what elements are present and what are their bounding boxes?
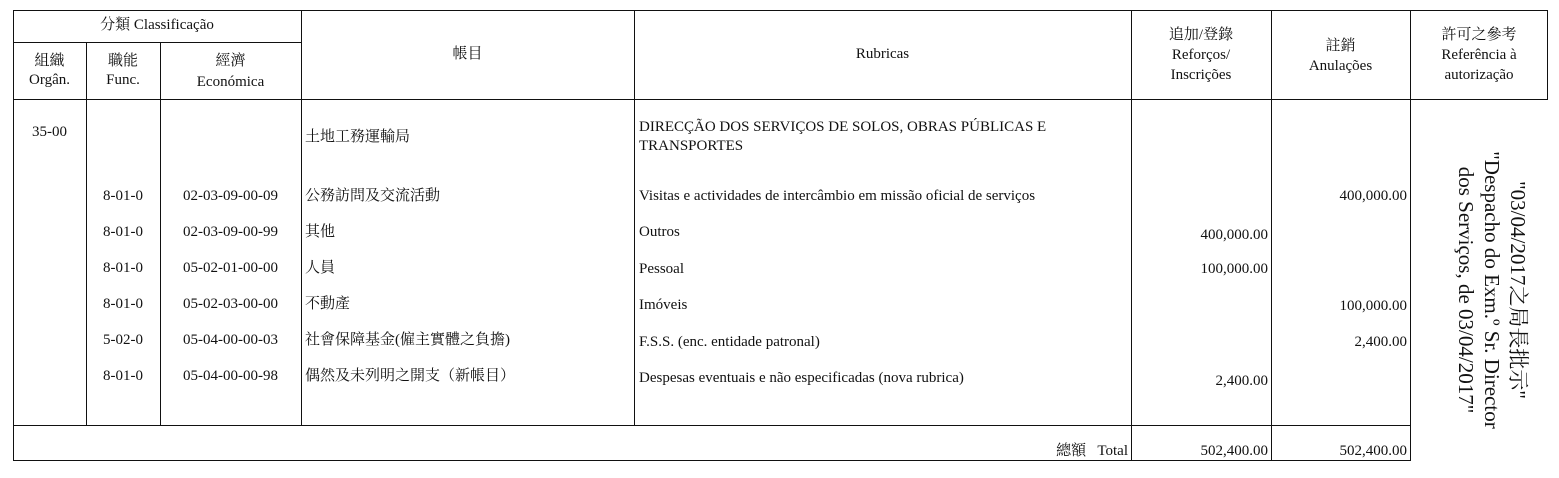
total-cancel: 502,400.00 bbox=[1339, 443, 1407, 459]
col-line-account bbox=[634, 10, 635, 426]
reinforce-amount: 2,400.00 bbox=[1215, 373, 1268, 389]
account-zh: 人員 bbox=[305, 260, 336, 276]
account-zh: 社會保障基金(僱主實體之負擔) bbox=[305, 332, 510, 348]
func-header-pt: Func. bbox=[106, 72, 140, 88]
agency-name-zh: 土地工務運輸局 bbox=[305, 129, 411, 145]
agency-name-pt-line2: TRANSPORTES bbox=[639, 138, 744, 154]
authorization-line3: dos Serviços, de 03/04/2017" bbox=[1454, 166, 1478, 414]
authorization-line2: "Despacho do Exm.º Sr. Director bbox=[1480, 151, 1504, 429]
econ-code: 05-04-00-00-98 bbox=[183, 368, 278, 384]
header-bottom-rule bbox=[13, 99, 1548, 100]
func-code: 8-01-0 bbox=[103, 224, 143, 240]
econ-code: 05-02-01-00-00 bbox=[183, 260, 278, 276]
reinforce-header-pt1: Reforços/ bbox=[1171, 47, 1231, 63]
econ-code: 05-02-03-00-00 bbox=[183, 296, 278, 312]
account-zh: 公務訪問及交流活動 bbox=[305, 188, 441, 204]
authorization-reference bbox=[1442, 130, 1542, 450]
func-code: 8-01-0 bbox=[103, 188, 143, 204]
authorization-line1: "03/04/2017之局長批示" bbox=[1506, 181, 1530, 399]
cancel-amount: 2,400.00 bbox=[1354, 334, 1407, 350]
cancel-header-zh: 註銷 bbox=[1325, 38, 1356, 54]
account-zh: 不動產 bbox=[305, 296, 351, 312]
total-top-rule bbox=[13, 425, 1410, 426]
rubrica-pt: F.S.S. (enc. entidade patronal) bbox=[639, 334, 820, 350]
auth-header-pt2: autorização bbox=[1444, 67, 1514, 83]
total-label-pt: Total bbox=[1097, 443, 1128, 459]
rubrica-pt: Despesas eventuais e não especificadas (nova rubrica) bbox=[639, 370, 964, 386]
classification-header: 分類 Classificação bbox=[100, 17, 214, 33]
col-line-econ bbox=[301, 10, 302, 426]
rubrica-pt: Outros bbox=[639, 224, 680, 240]
total-label-zh: 總額 bbox=[1056, 443, 1087, 459]
func-code: 8-01-0 bbox=[103, 296, 143, 312]
col-line-reinforce bbox=[1271, 10, 1272, 461]
func-code: 5-02-0 bbox=[103, 332, 143, 348]
classification-divider bbox=[13, 42, 301, 43]
auth-header-pt1: Referência à bbox=[1441, 47, 1517, 63]
cancel-amount: 400,000.00 bbox=[1339, 188, 1407, 204]
table-border-bottom bbox=[13, 460, 1410, 461]
total-label bbox=[634, 442, 1128, 460]
rubrica-pt: Pessoal bbox=[639, 261, 684, 277]
organ-header-zh: 組織 bbox=[34, 53, 65, 69]
reinforce-amount: 100,000.00 bbox=[1200, 261, 1268, 277]
agency-name-pt-line1: DIRECÇÃO DOS SERVIÇOS DE SOLOS, OBRAS PÚBLICAS E bbox=[639, 119, 1047, 135]
econ-header-pt: Económica bbox=[196, 74, 265, 90]
organ-code: 35-00 bbox=[32, 124, 67, 140]
reinforce-header-zh: 追加/登錄 bbox=[1168, 27, 1234, 43]
rubricas-header: Rubricas bbox=[855, 46, 910, 62]
rubrica-pt: Imóveis bbox=[639, 297, 688, 313]
account-zh: 其他 bbox=[305, 224, 336, 240]
rubrica-pt: Visitas e actividades de intercâmbio em missão oficial de serviços bbox=[639, 188, 1036, 204]
account-zh: 偶然及未列明之開支（新帳目） bbox=[305, 368, 516, 384]
auth-header-zh: 許可之參考 bbox=[1441, 27, 1517, 43]
account-header: 帳目 bbox=[452, 46, 483, 62]
table-border-top bbox=[13, 10, 1548, 11]
econ-code: 05-04-00-00-03 bbox=[183, 332, 278, 348]
func-code: 8-01-0 bbox=[103, 260, 143, 276]
reinforce-amount: 400,000.00 bbox=[1200, 227, 1268, 243]
cancel-amount: 100,000.00 bbox=[1339, 298, 1407, 314]
func-header-zh: 職能 bbox=[107, 53, 138, 69]
econ-code: 02-03-09-00-09 bbox=[183, 188, 278, 204]
total-reinforce: 502,400.00 bbox=[1200, 443, 1268, 459]
organ-header-pt: Orgân. bbox=[29, 72, 70, 88]
cancel-header-pt: Anulações bbox=[1308, 58, 1373, 74]
func-code: 8-01-0 bbox=[103, 368, 143, 384]
econ-header-zh: 經濟 bbox=[215, 53, 246, 69]
econ-code: 02-03-09-00-99 bbox=[183, 224, 278, 240]
reinforce-header-pt2: Inscrições bbox=[1170, 67, 1232, 83]
